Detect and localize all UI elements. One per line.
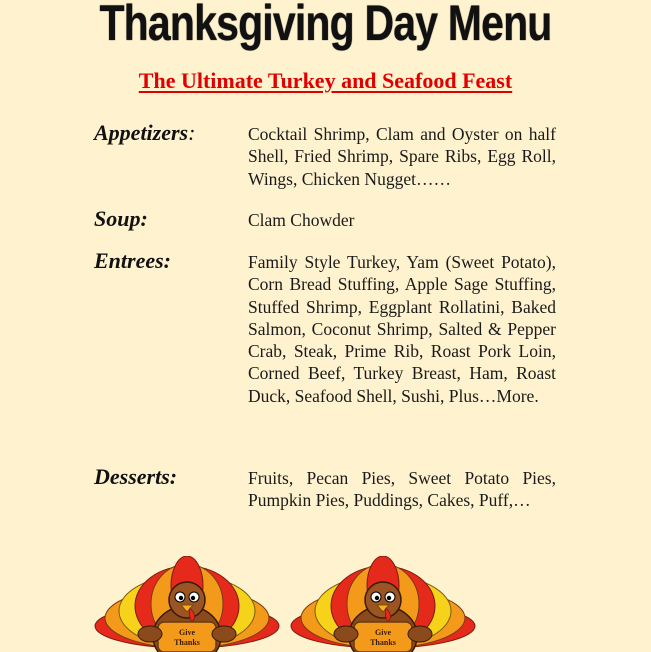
section-label-entrees: Entrees: [94,248,171,273]
turkey-left-sign-text-2: Thanks [174,638,200,647]
turkey-right-sign-text-2: Thanks [370,638,396,647]
section-label-desserts: Desserts: [94,464,178,489]
appetizers-items: Cocktail Shrimp, Clam and Oyster on half Shell, Fried Shrimp, Spare Ribs, Egg Roll, Wings, Chicken Nugget…… [248,124,556,189]
turkey-graphics [92,556,492,652]
entrees-items: Family Style Turkey, Yam (Sweet Potato), Corn Bread Stuffing, Apple Sage Stuffing, Stuffed Shrimp, Eggplant Rollatini, Baked Salmon, Coconut Shrimp, Salted & Pepper Crab, Steak, Prime Rib, Roast Pork Loin, Corned Beef, Turkey Breast, Ham, Roast Duck, Seafood Shell, Sushi, Plus…More. [248,252,556,406]
appetizers-label-colon: : [188,120,196,145]
desserts-items: Fruits, Pecan Pies, Sweet Potato Pies, Pumpkin Pies, Puddings, Cakes, Puff,… [248,468,556,511]
turkey-illustrations [92,556,492,652]
soup-items: Clam Chowder [248,210,355,230]
menu-subtitle: The Ultimate Turkey and Seafood Feast [138,68,513,93]
turkey-left-sign-text: Give [179,628,195,637]
turkey-right-sign-text: Give [375,628,391,637]
section-label-soup: Soup: [94,206,148,231]
section-label-appetizers [94,120,195,146]
appetizers-label-text: Appetizers [94,120,189,145]
page-title: Thanksgiving Day Menu [99,0,552,51]
